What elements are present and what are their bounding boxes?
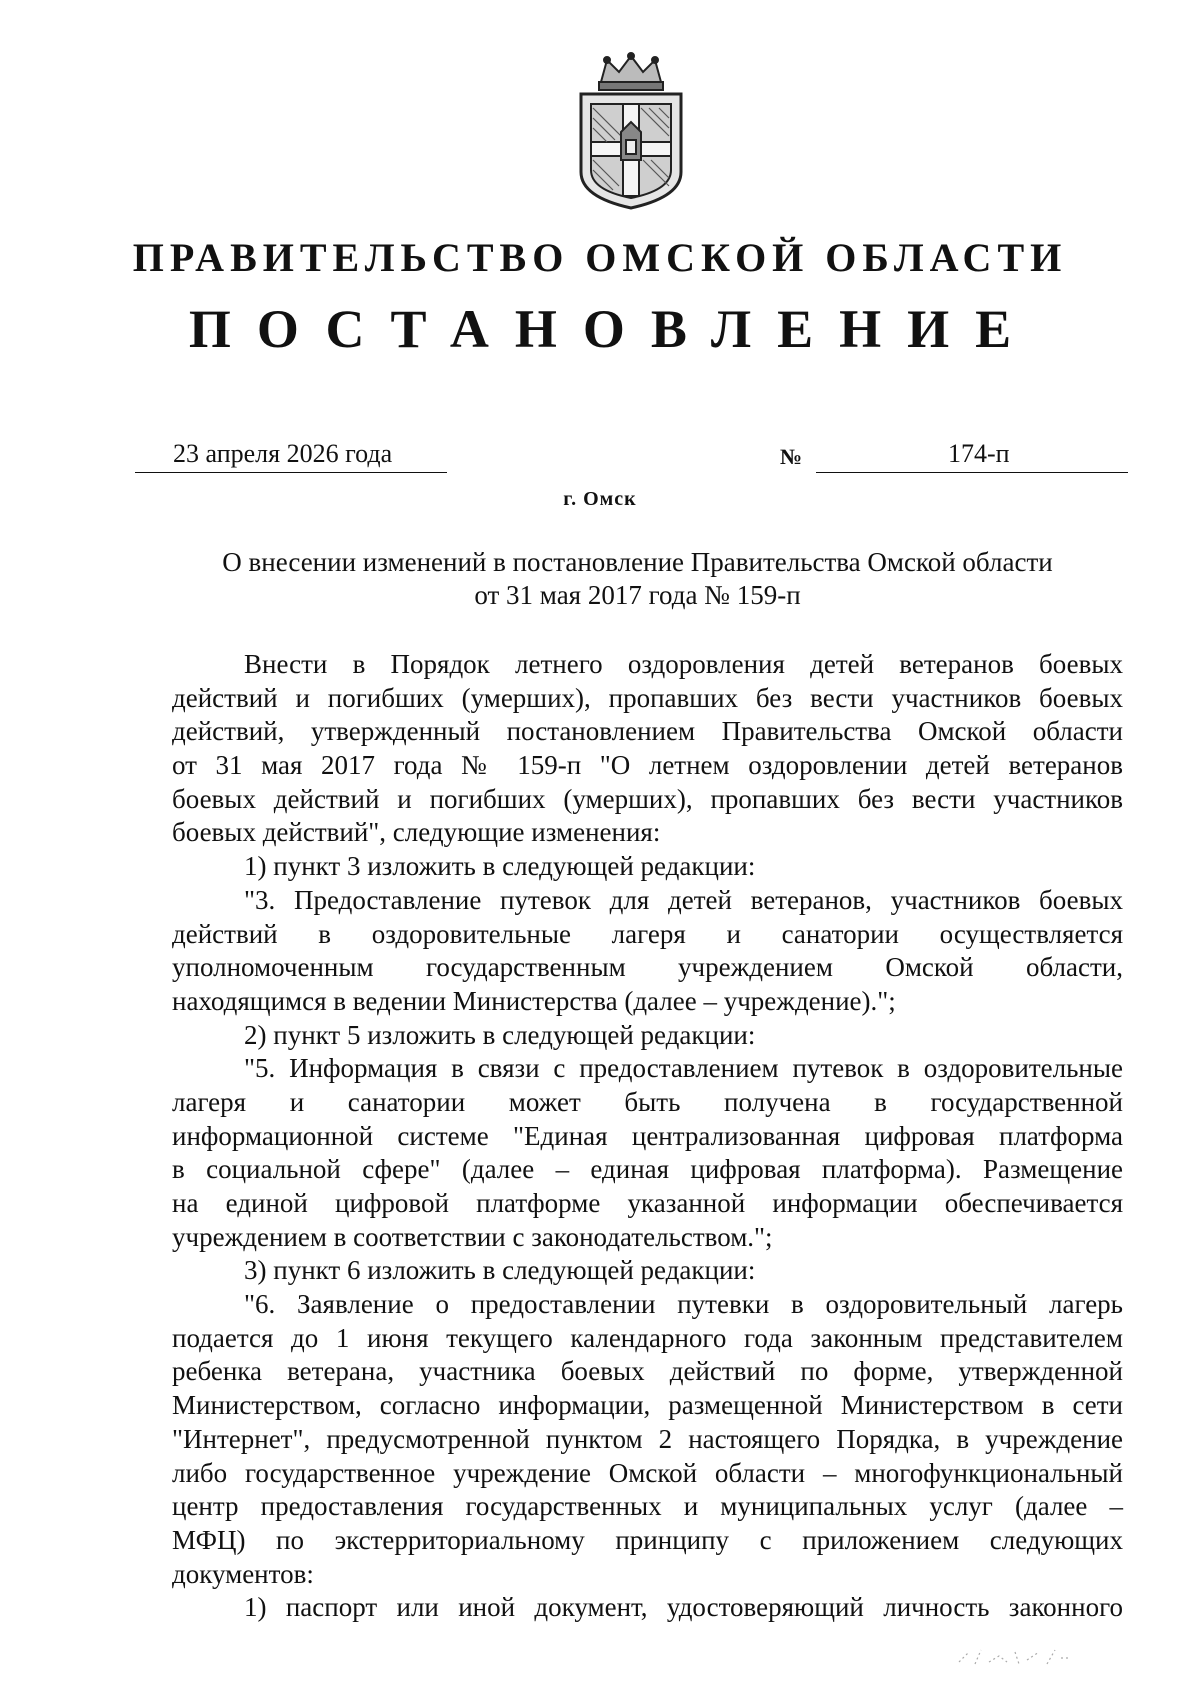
body-line: в социальной сфере" (далее – единая цифровая платформа). Размещение <box>172 1154 1123 1185</box>
body-line: 2) пункт 5 изложить в следующей редакции: <box>244 1019 756 1050</box>
body-line: 3) пункт 6 изложить в следующей редакции: <box>244 1255 756 1286</box>
body-line: МФЦ) по экстерриториальному принципу с приложением следующих <box>172 1524 1123 1555</box>
body-line: ребенка ветерана, участника боевых действий по форме, утвержденной <box>172 1356 1123 1387</box>
document-date: 23 апреля 2026 года <box>173 439 393 468</box>
body-line: уполномоченным государственным учреждением Омской области, <box>172 952 1123 983</box>
document-number: 174-п <box>948 439 1010 468</box>
body-line: информационной системе "Единая централизованная цифровая платформа <box>172 1120 1123 1151</box>
body-line: Внести в Порядок летнего оздоровления детей ветеранов боевых <box>244 649 1123 679</box>
body-line: 1) пункт 3 изложить в следующей редакции: <box>244 851 756 882</box>
body-line: учреждением в соответствии с законодательством."; <box>172 1221 773 1252</box>
body-line: действий и погибших (умерших), пропавших без вести участников боевых <box>172 682 1123 713</box>
document-type: ПОСТАНОВЛЕНИЕ <box>188 299 1038 359</box>
body-line: боевых действий", следующие изменения: <box>172 817 661 848</box>
body-line: от 31 мая 2017 года № 159-п "О летнем оздоровлении детей ветеранов <box>172 750 1123 781</box>
body-line: "6. Заявление о предоставлении путевки в оздоровительный лагерь <box>244 1289 1123 1320</box>
city: г. Омск <box>563 488 637 510</box>
body-line: "3. Предоставление путевок для детей ветеранов, участников боевых <box>244 884 1123 915</box>
body-line: подается до 1 июня текущего календарного года законным представителем <box>172 1322 1123 1353</box>
subject-line: О внесении изменений в постановление Правительства Омской области <box>222 547 1053 577</box>
body-line: на единой цифровой платформе указанной информации обеспечивается <box>172 1188 1123 1218</box>
number-field <box>816 432 1128 473</box>
body-line: действий, утвержденный постановлением Правительства Омской области <box>172 716 1123 747</box>
body-line: находящимся в ведении Министерства (далее – учреждение)."; <box>172 985 896 1016</box>
body-line: "Интернет", предусмотренной пунктом 2 настоящего Порядка, в учреждение <box>172 1423 1123 1454</box>
issuing-authority: ПРАВИТЕЛЬСТВО ОМСКОЙ ОБЛАСТИ <box>132 235 1068 280</box>
body-line: Министерством, согласно информации, размещенной Министерством в сети <box>172 1390 1123 1421</box>
body-line: либо государственное учреждение Омской области – многофункциональный <box>172 1457 1123 1488</box>
coat-of-arms-icon <box>563 52 699 212</box>
number-sign: № <box>780 444 803 469</box>
body-line: лагеря и санатории может быть получена в государственной <box>172 1086 1123 1117</box>
subject-line: от 31 мая 2017 года № 159-п <box>474 580 801 610</box>
document-subject <box>160 546 1115 612</box>
body-line: 1) паспорт или иной документ, удостоверяющий личность законного <box>244 1592 1123 1623</box>
body-line: центр предоставления государственных и муниципальных услуг (далее – <box>172 1491 1123 1522</box>
body-line: боевых действий и погибших (умерших), пропавших без вести участников <box>172 783 1123 814</box>
body-line: документов: <box>172 1558 314 1589</box>
date-field <box>135 432 447 473</box>
body-line: "5. Информация в связи с предоставлением путевок в оздоровительные <box>244 1053 1123 1084</box>
stamp-mark-icon <box>955 1646 1075 1668</box>
body-line: действий в оздоровительные лагеря и санатории осуществляется <box>172 918 1123 949</box>
document-body <box>172 648 1123 1625</box>
